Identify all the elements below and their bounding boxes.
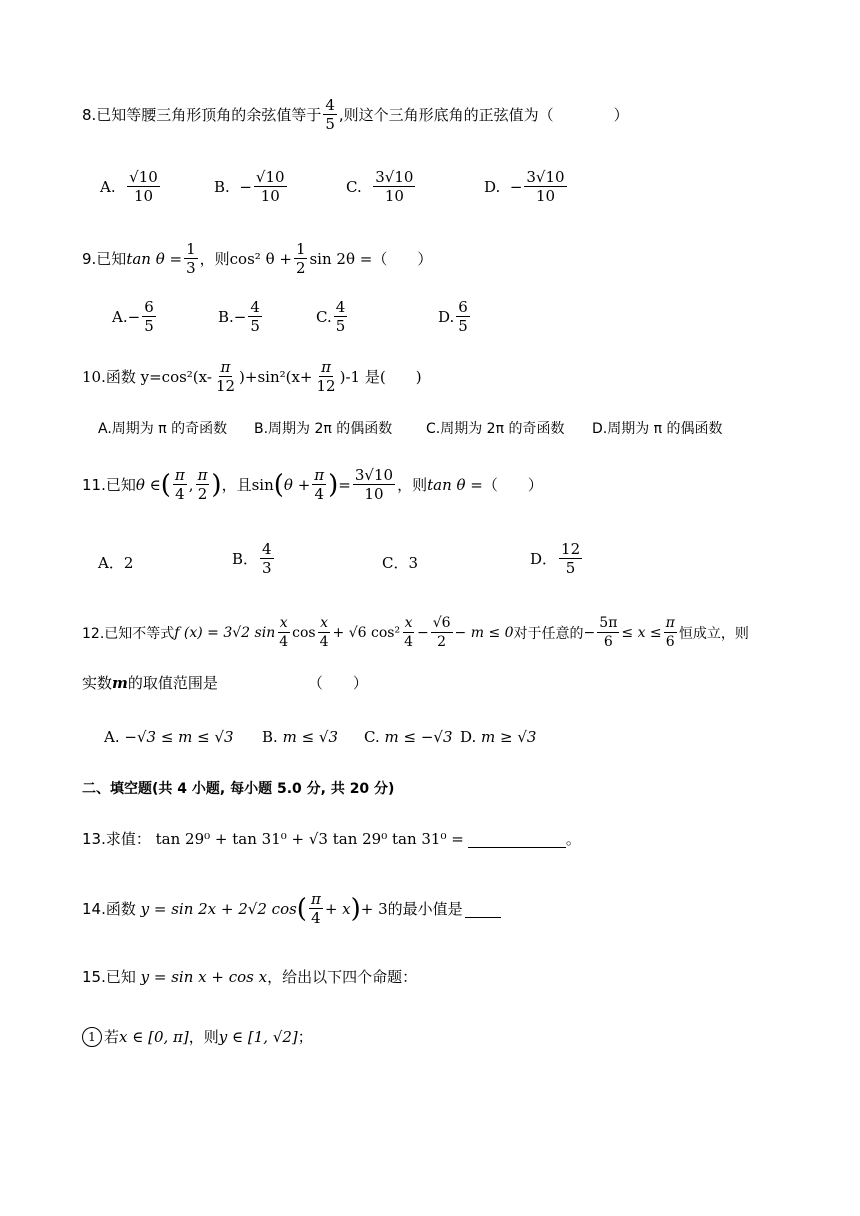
q10-option-c: C.周期为 2π 的奇函数: [426, 421, 565, 437]
q9-option-d: D. $\frac{6}{5}$: [438, 298, 468, 335]
q12-option-a: A. −√3 ≤ m ≤ √3: [104, 728, 234, 746]
q15-proposition-1: 1 若 x ∈ [0, π] ，则 y ∈ [1, √2] ；: [82, 1026, 313, 1047]
q12-stem-line2: 实数 m 的取值范围是 （ ）: [82, 673, 368, 692]
circled-number-1: 1: [82, 1027, 102, 1047]
q10-stem: 10.函数 y=cos²(x- $\frac{\pi}{12}$ )+sin²(x+ $\frac{\pi}{12}$ )-1 是( ): [82, 358, 422, 395]
q12-option-d: D. m ≥ √3: [460, 728, 537, 746]
q11-option-c: C． 3: [382, 553, 419, 572]
q8-option-d: D. − $\frac{3√10}{10}$: [484, 168, 565, 205]
q13-answer-blank[interactable]: [468, 829, 566, 848]
q12-option-c: C. m ≤ −√3: [364, 728, 453, 746]
q11-option-a: A． 2: [98, 553, 134, 572]
q11-option-b: B． $\frac{4}{3}$: [232, 540, 272, 577]
q14-stem: 14.函数 y = sin 2x + 2√2 cos ( $\frac{\pi}{4}$ + x ) + 3 的最小值是: [82, 890, 501, 927]
q15-stem: 15.已知 y = sin x + cos x ，给出以下四个命题：: [82, 967, 418, 986]
q10-option-d: D.周期为 π 的偶函数: [592, 421, 723, 437]
q11-option-d: D． $\frac{12}{5}$: [530, 540, 581, 577]
q8-option-c: C. $\frac{3√10}{10}$: [346, 168, 414, 205]
q8-option-a: A. $\frac{√10}{10}$: [100, 168, 158, 205]
q8-suffix: ,则这个三角形底角的正弦值为（ ）: [338, 106, 629, 124]
q8-option-b: B. − $\frac{√10}{10}$: [214, 168, 285, 205]
q13-stem: 13.求值： tan 29⁰ + tan 31⁰ + √3 tan 29⁰ tan 31⁰ = 。: [82, 829, 581, 848]
q11-stem: 11.已知 θ ∈ ( $\frac{\pi}{4}$ , $\frac{\pi}{2}$ ) ，且 sin ( θ + $\frac{\pi}{4}$ ) = $\frac{3√10}{10}$ ，则 tan θ = （ ）: [82, 466, 543, 503]
q10-option-a: A.周期为 π 的奇函数: [98, 421, 228, 437]
q8-prefix: 8.已知等腰三角形顶角的余弦值等于: [82, 106, 322, 124]
section-heading-fill-in: 二、填空题(共 4 小题, 每小题 5.0 分, 共 20 分): [82, 781, 395, 797]
q8-fraction: $\frac{4}{5}$: [325, 96, 335, 133]
q9-option-b: B. − $\frac{4}{5}$: [218, 298, 260, 335]
q9-option-c: C. $\frac{4}{5}$: [316, 298, 346, 335]
q9-option-a: A. − $\frac{6}{5}$: [112, 298, 154, 335]
q14-answer-blank[interactable]: [465, 899, 501, 918]
q12-option-b: B. m ≤ √3: [262, 728, 339, 746]
q12-stem: 12.已知不等式 f (x) = 3√2 sin $\frac{x}{4}$ cos $\frac{x}{4}$ + √6 cos² $\frac{x}{4}$ − $\frac{√6}{2}$ − m ≤ 0 对于任意的 − $\frac{5\pi}{6}$ ≤ x ≤ $\frac{\pi}{6}$ 恒成立，则: [82, 615, 749, 650]
q8-stem: [82, 96, 629, 133]
q10-option-b: B.周期为 2π 的偶函数: [254, 421, 393, 437]
q9-stem: 9.已知 tan θ = $\frac{1}{3}$ ，则 cos² θ + $\frac{1}{2}$ sin 2θ = （ ）: [82, 240, 433, 277]
